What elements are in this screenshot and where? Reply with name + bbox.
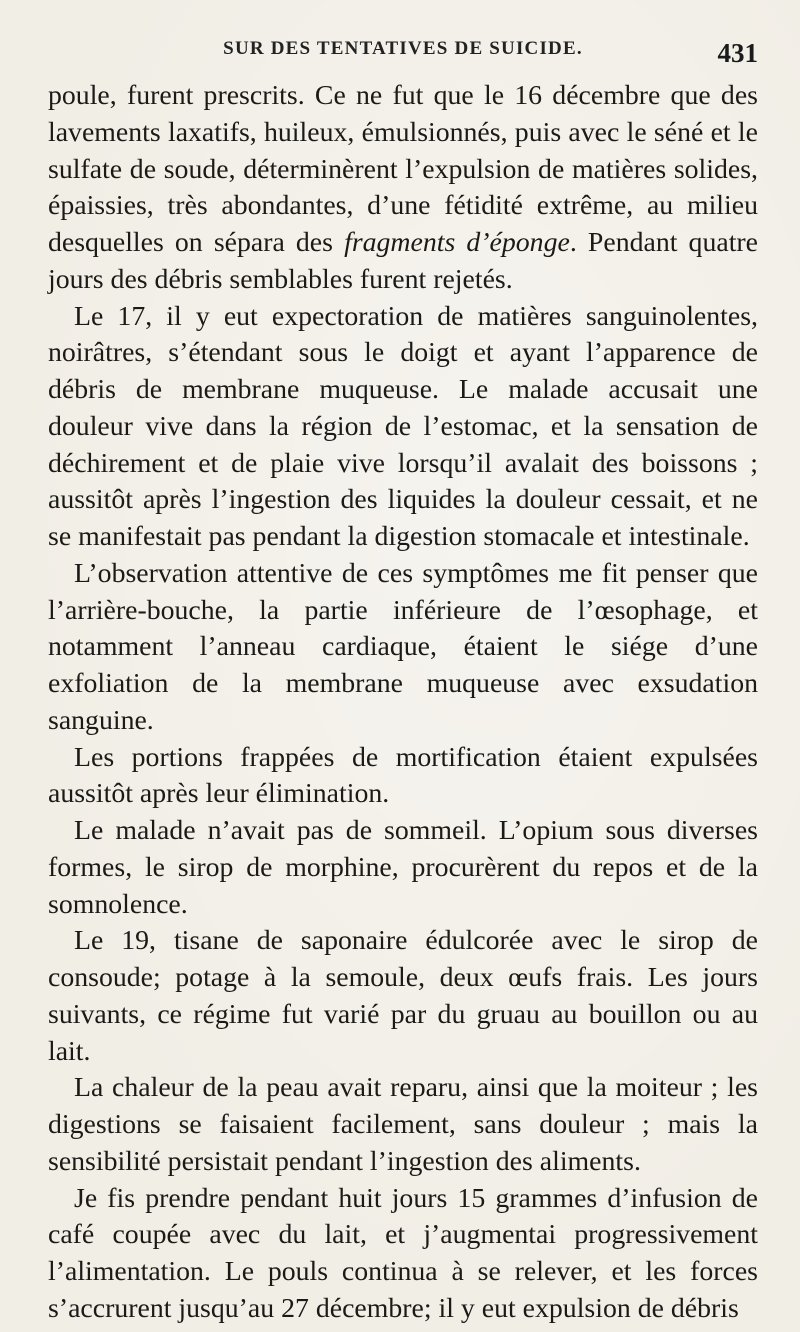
- paragraph: [48, 813, 758, 923]
- paragraph: [48, 556, 758, 740]
- paragraph: [48, 1070, 758, 1180]
- paragraph-text: L’observation attentive de ces symptômes me fit penser que l’arrière-bouche, la partie inférieure de l’œsophage, et notamment l’anneau cardiaque, étaient le siége d’une exfoliation de la membrane muqueuse avec exsudation sanguine.: [48, 557, 758, 736]
- paragraph: [48, 740, 758, 814]
- paragraph: [48, 299, 758, 556]
- paragraph: [48, 923, 758, 1070]
- paragraph-text: Je fis prendre pendant huit jours 15 grammes d’infusion de café coupée avec du lait, et j’augmentai progressivement l’alimentation. Le pouls continua à se relever, et les forces s’accrurent jusqu’au 27 décembre; il y eut expulsion de débris: [48, 1182, 758, 1324]
- paragraph: [48, 1181, 758, 1328]
- paragraph: [48, 78, 758, 299]
- paragraph-text-end: . Pendant quatre jours des débris semblables furent rejetés.: [48, 227, 759, 295]
- paragraph-text: La chaleur de la peau avait reparu, ainsi que la moiteur ; les digestions se faisaient facilement, sans douleur ; mais la sensibilité persistait pendant l’ingestion des aliments.: [48, 1072, 758, 1177]
- paragraph-text: Le 17, il y eut expectoration de matières sanguinolentes, noirâtres, s’étendant sous le doigt et ayant l’apparence de débris de membrane muqueuse. Le malade accusait une douleur vive dans la région de l’estomac, et la sensation de déchirement et de plaie vive lorsqu’il avalait des boissons ; aussitôt après l’ingestion des liquides la douleur cessait, et ne se manifestait pas pendant la digestion stomacale et intestinale.: [48, 300, 758, 552]
- paragraph-text: Le 19, tisane de saponaire édulcorée avec le sirop de consoude; potage à la semoule, deux œufs frais. Les jours suivants, ce régime fut varié par du gruau au bouillon ou au lait.: [48, 925, 758, 1067]
- paragraph-text: Le malade n’avait pas de sommeil. L’opium sous diverses formes, le sirop de morphine, procurèrent du repos et de la somnolence.: [48, 815, 758, 920]
- paragraph-text: poule, furent prescrits. Ce ne fut que le 16 décembre que des lavements laxatifs, huileux, émulsionnés, puis avec le séné et le sulfate de soude, déterminèrent l’expulsion de matières solides, épaissies, très abondantes, d’une fétidité extrême, au milieu desquelles on sépara des: [48, 80, 758, 258]
- body-text: [48, 78, 758, 1328]
- running-title: SUR DES TENTATIVES DE SUICIDE.: [223, 38, 583, 59]
- page-number: 431: [717, 38, 758, 68]
- italic-phrase: fragments d’éponge: [344, 227, 570, 258]
- running-header: [48, 38, 758, 76]
- paragraph-text: Les portions frappées de mortification étaient expulsées aussitôt après leur élimination.: [48, 741, 758, 810]
